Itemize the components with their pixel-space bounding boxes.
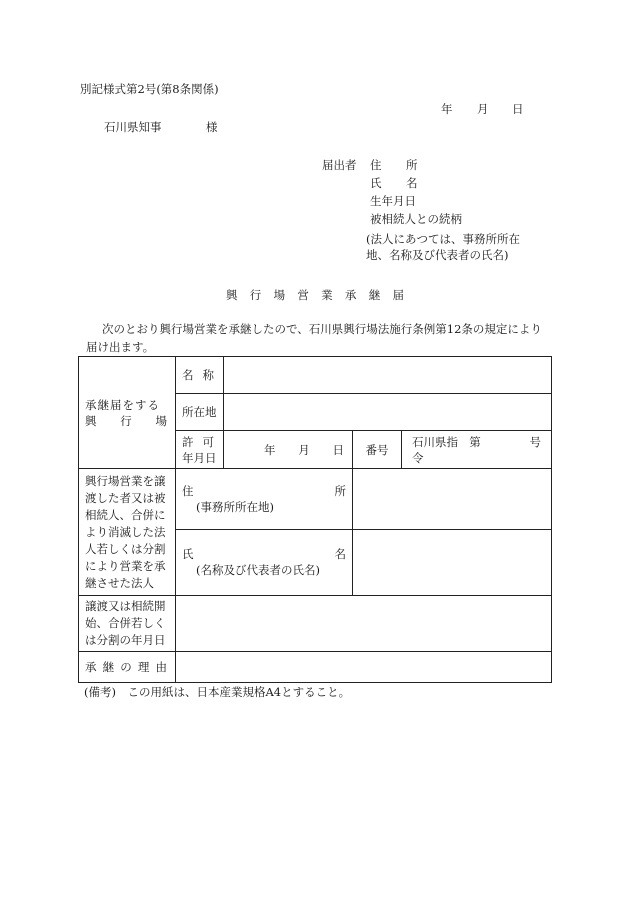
venue-label-char: 行 xyxy=(120,413,132,428)
transferor-name-label-cell xyxy=(176,530,353,596)
reason-label-char: の xyxy=(120,660,132,674)
form-reference: 別記様式第2号(第8条関係) xyxy=(80,82,219,96)
transferor-label-cell xyxy=(79,469,176,596)
applicant-corporate-note-1: (法人にあつては、事務所所在 xyxy=(366,232,520,246)
succession-form-table xyxy=(78,356,552,683)
transferor-address-char: 住 xyxy=(182,484,194,498)
permit-label-line2: 年月日 xyxy=(182,450,217,465)
reason-field[interactable] xyxy=(176,652,552,683)
reason-label-char: 理 xyxy=(137,660,150,674)
title-char: 届 xyxy=(392,288,404,302)
venue-location-field[interactable] xyxy=(224,394,552,431)
title-char: 営 xyxy=(297,288,309,302)
permit-number-go: 号 xyxy=(529,434,542,449)
reason-label-char: 承 xyxy=(85,660,97,674)
transferor-label-line: より消滅した法 xyxy=(85,524,166,539)
title-char: 興 xyxy=(226,288,238,302)
transferor-label-line: 相続人、合併に xyxy=(85,507,166,522)
document-title xyxy=(226,288,404,302)
applicant-address-char2: 所 xyxy=(406,158,418,172)
venue-location-label-cell xyxy=(176,394,224,431)
title-char: 継 xyxy=(368,288,381,302)
venue-label-char: 興 xyxy=(85,413,97,428)
transferor-label-line: 継させた法人 xyxy=(85,575,154,590)
remarks: (備考) この用紙は、日本産業規格A4とすること。 xyxy=(84,685,351,699)
addressee: 石川県知事 xyxy=(104,120,162,134)
transferor-label-line: 人若しくは分割 xyxy=(85,541,166,556)
date-day-label: 日 xyxy=(512,102,524,116)
permit-label-char: 許 xyxy=(182,434,194,449)
reason-label-char: 由 xyxy=(155,660,167,674)
transferor-name-char: 名 xyxy=(334,547,346,561)
applicant-address-char1: 住 xyxy=(370,158,382,172)
start-date-label-line: 譲渡又は相続開 xyxy=(85,599,166,613)
permit-label-char: 可 xyxy=(202,434,214,449)
title-char: 承 xyxy=(344,288,357,302)
applicant-birthdate-label: 生年月日 xyxy=(370,194,416,208)
venue-name-label-cell xyxy=(176,357,224,394)
start-date-label-line: は分割の年月日 xyxy=(85,633,166,647)
transferor-address-note: (事務所所在地) xyxy=(196,500,274,514)
venue-label-cell xyxy=(79,357,176,469)
addressee-suffix: 様 xyxy=(206,120,218,134)
transferor-address-label-cell xyxy=(176,469,353,530)
applicant-relation-label: 被相続人との続柄 xyxy=(370,212,462,226)
permit-month-label: 月 xyxy=(298,442,310,457)
venue-name-label-char: 名 xyxy=(182,368,194,382)
permit-number-label-cell xyxy=(353,431,402,469)
permit-day-label: 日 xyxy=(332,442,344,457)
transferor-label-line: 渡した者又は被 xyxy=(85,490,166,505)
venue-name-label-char: 称 xyxy=(202,368,214,382)
date-month-label: 月 xyxy=(477,102,489,116)
title-char: 行 xyxy=(249,288,262,302)
transferor-address-char: 所 xyxy=(334,484,346,498)
reason-label-char: 継 xyxy=(102,660,115,674)
reason-label-cell xyxy=(79,652,176,683)
transferor-address-field[interactable] xyxy=(353,469,552,530)
applicant-name-char2: 名 xyxy=(406,176,418,190)
venue-name-field[interactable] xyxy=(224,357,552,394)
venue-label-line1 xyxy=(85,397,169,413)
transferor-name-note: (名称及び代表者の氏名) xyxy=(196,563,320,577)
permit-number-label: 番号 xyxy=(365,442,389,457)
start-date-field[interactable] xyxy=(176,596,552,652)
transferor-name-char: 氏 xyxy=(182,547,194,561)
applicant-corporate-note-2: 地、名称及び代表者の氏名) xyxy=(366,248,509,262)
intro-line-1: 次のとおり興行場営業を承継したので、石川県興行場法施行条例第12条の規定により xyxy=(102,322,542,336)
applicant-label: 届出者 xyxy=(322,158,357,172)
transferor-label-line: により営業を承 xyxy=(85,558,166,573)
venue-label-line2 xyxy=(85,413,169,429)
venue-location-label: 所在地 xyxy=(182,405,217,419)
permit-date-field[interactable] xyxy=(224,431,353,469)
transferor-name-field[interactable] xyxy=(353,530,552,596)
date-year-label: 年 xyxy=(441,102,453,116)
permit-number-dai: 第 xyxy=(469,434,481,449)
applicant-name-char1: 氏 xyxy=(370,176,382,190)
start-date-label-line: 始、合併若しく xyxy=(85,616,166,630)
permit-year-label: 年 xyxy=(264,442,276,457)
title-char: 業 xyxy=(321,288,333,302)
permit-number-prefix: 石川県指令 xyxy=(412,434,458,465)
venue-label-line1-text: 承継届をする xyxy=(85,397,160,412)
start-date-label-cell xyxy=(79,596,176,652)
intro-line-2: 届け出ます。 xyxy=(86,340,155,354)
title-char: 場 xyxy=(273,288,286,302)
transferor-label-line: 興行場営業を譲 xyxy=(85,473,166,488)
venue-label-char: 場 xyxy=(155,413,167,428)
permit-date-label-cell xyxy=(176,431,224,469)
permit-number-field[interactable] xyxy=(402,431,552,469)
